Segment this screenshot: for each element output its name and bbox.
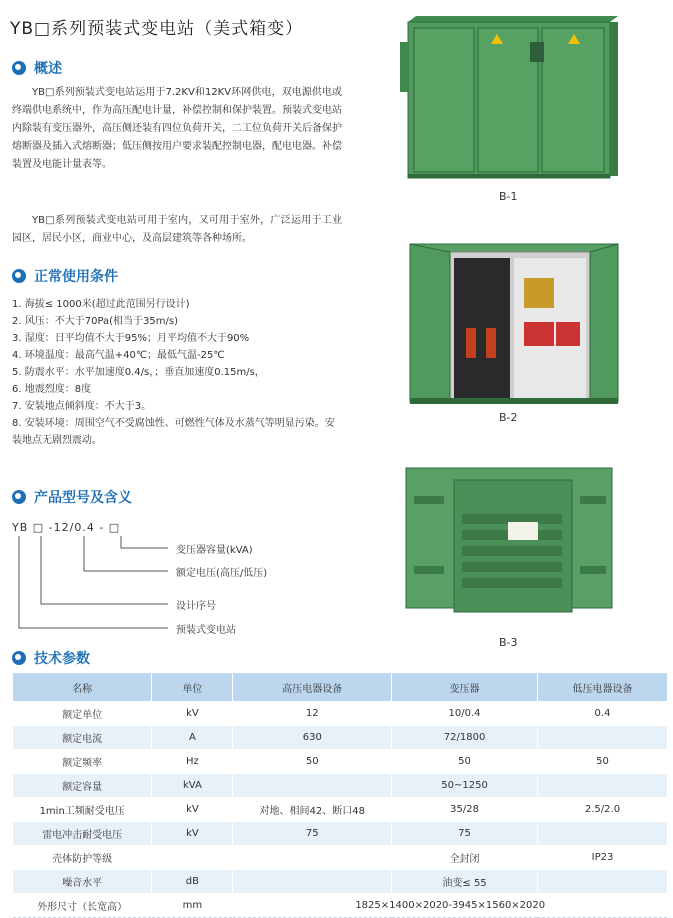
table-cell: 50 xyxy=(537,750,667,774)
table-cell: 10/0.4 xyxy=(392,702,538,726)
table-cell xyxy=(152,846,233,870)
table-row xyxy=(13,774,668,798)
table-cell: kV xyxy=(152,798,233,822)
table-cell: 额定容量 xyxy=(13,774,152,798)
table-cell: 72/1800 xyxy=(392,726,538,750)
bullet-icon xyxy=(12,651,26,665)
tech-params-table xyxy=(12,672,668,918)
table-cell: Hz xyxy=(152,750,233,774)
table-cell: 噪音水平 xyxy=(13,870,152,894)
table-cell: 壳体防护等级 xyxy=(13,846,152,870)
table-row xyxy=(13,822,668,846)
table-header: 高压电器设备 xyxy=(233,673,392,702)
table-header: 低压电器设备 xyxy=(537,673,667,702)
table-cell: 12 xyxy=(233,702,392,726)
table-cell xyxy=(233,846,392,870)
table-cell: 35/28 xyxy=(392,798,538,822)
table-cell: 630 xyxy=(233,726,392,750)
table-cell: 雷电冲击耐受电压 xyxy=(13,822,152,846)
table-cell xyxy=(537,822,667,846)
section-label: 概述 xyxy=(34,61,62,77)
table-row xyxy=(13,894,668,918)
caption-b3: B-3 xyxy=(499,636,518,649)
condition-item: 7. 安装地点倾斜度：不大于3。 xyxy=(12,401,152,412)
model-label-capacity: 变压器容量(kVA) xyxy=(176,545,253,556)
section-tech-heading xyxy=(12,648,90,668)
table-row xyxy=(13,726,668,750)
condition-item: 8. 安装环境：周围空气不受腐蚀性、可燃性气体及水蒸气等明显污染。安装地点无剧烈震动。 xyxy=(12,418,335,446)
table-cell: 额定频率 xyxy=(13,750,152,774)
condition-item: 2. 风压：不大于70Pa(相当于35m/s) xyxy=(12,316,179,327)
model-label-voltage: 额定电压(高压/低压) xyxy=(176,568,268,579)
table-cell: A xyxy=(152,726,233,750)
model-code: YB □ -12/0.4 - □ xyxy=(12,521,121,534)
section-label: 产品型号及含义 xyxy=(34,490,132,506)
table-cell: kV xyxy=(152,822,233,846)
table-cell: 全封闭 xyxy=(392,846,538,870)
table-cell xyxy=(233,870,392,894)
table-cell: 50 xyxy=(233,750,392,774)
section-label: 正常使用条件 xyxy=(34,269,118,285)
caption-b2: B-2 xyxy=(499,411,518,424)
table-cell xyxy=(537,774,667,798)
table-row xyxy=(13,870,668,894)
table-cell xyxy=(537,870,667,894)
overview-paragraph-2: YB□系列预装式变电站可用于室内，又可用于室外，广泛运用于工业园区，居民小区，商业中心，及高层建筑等各种场所。 xyxy=(12,215,342,244)
table-cell: IP23 xyxy=(537,846,667,870)
condition-item: 5. 防震水平：水平加速度0.4/s，；垂直加速度0.15m/s， xyxy=(12,367,265,378)
table-cell xyxy=(233,774,392,798)
model-label-substation: 预装式变电站 xyxy=(176,625,236,636)
table-cell: 50 xyxy=(392,750,538,774)
table-row xyxy=(13,750,668,774)
table-cell: kV xyxy=(152,702,233,726)
table-row xyxy=(13,846,668,870)
table-cell: 50~1250 xyxy=(392,774,538,798)
table-header: 变压器 xyxy=(392,673,538,702)
table-header-row xyxy=(13,673,668,702)
table-cell: 0.4 xyxy=(537,702,667,726)
table-cell: 油变≤ 55 xyxy=(392,870,538,894)
table-cell: 1min工频耐受电压 xyxy=(13,798,152,822)
model-label-design-no: 设计序号 xyxy=(176,601,216,612)
table-header: 单位 xyxy=(152,673,233,702)
table-cell: mm xyxy=(152,894,233,918)
table-cell: 1825×1400×2020-3945×1560×2020 xyxy=(233,894,668,918)
table-cell: kVA xyxy=(152,774,233,798)
table-cell: 额定单位 xyxy=(13,702,152,726)
table-cell xyxy=(537,726,667,750)
substation-photo-b1 xyxy=(398,14,620,182)
table-cell: 2.5/2.0 xyxy=(537,798,667,822)
table-header: 名称 xyxy=(13,673,152,702)
table-cell: 75 xyxy=(233,822,392,846)
table-cell: 额定电流 xyxy=(13,726,152,750)
table-cell: dB xyxy=(152,870,233,894)
substation-photo-b3 xyxy=(404,466,614,618)
caption-b1: B-1 xyxy=(499,190,518,203)
condition-item: 6. 地震烈度：8度 xyxy=(12,384,92,395)
section-label: 技术参数 xyxy=(34,651,90,667)
condition-item: 1. 海拔≤ 1000米(超过此范围另行设计) xyxy=(12,299,190,310)
overview-paragraph-1: YB□系列预装式变电站运用于7.2KV和12KV环网供电，双电源供电或终端供电系统中，作为高压配电计量，补偿控制和保护装置。预装式变电站内除装有变压器外，高压侧还装有四位负荷开关，二工位负荷开关后备保护熔断器及插入式熔断器；低压侧按用户要求装配控制电器，配电电器。补偿装置及电能计量表等。 xyxy=(12,87,342,170)
condition-item: 4. 环境温度：最高气温+40℃；最低气温-25℃ xyxy=(12,350,225,361)
condition-item: 3. 湿度：日平均值不大于95%；月平均值不大于90% xyxy=(12,333,250,344)
table-cell: 75 xyxy=(392,822,538,846)
table-row xyxy=(13,702,668,726)
substation-photo-b2 xyxy=(406,238,622,408)
table-cell: 外形尺寸（长宽高） xyxy=(13,894,152,918)
table-cell: 对地、相间42、断口48 xyxy=(233,798,392,822)
page-title: YB□系列预装式变电站（美式箱变） xyxy=(10,19,304,39)
table-row xyxy=(13,798,668,822)
